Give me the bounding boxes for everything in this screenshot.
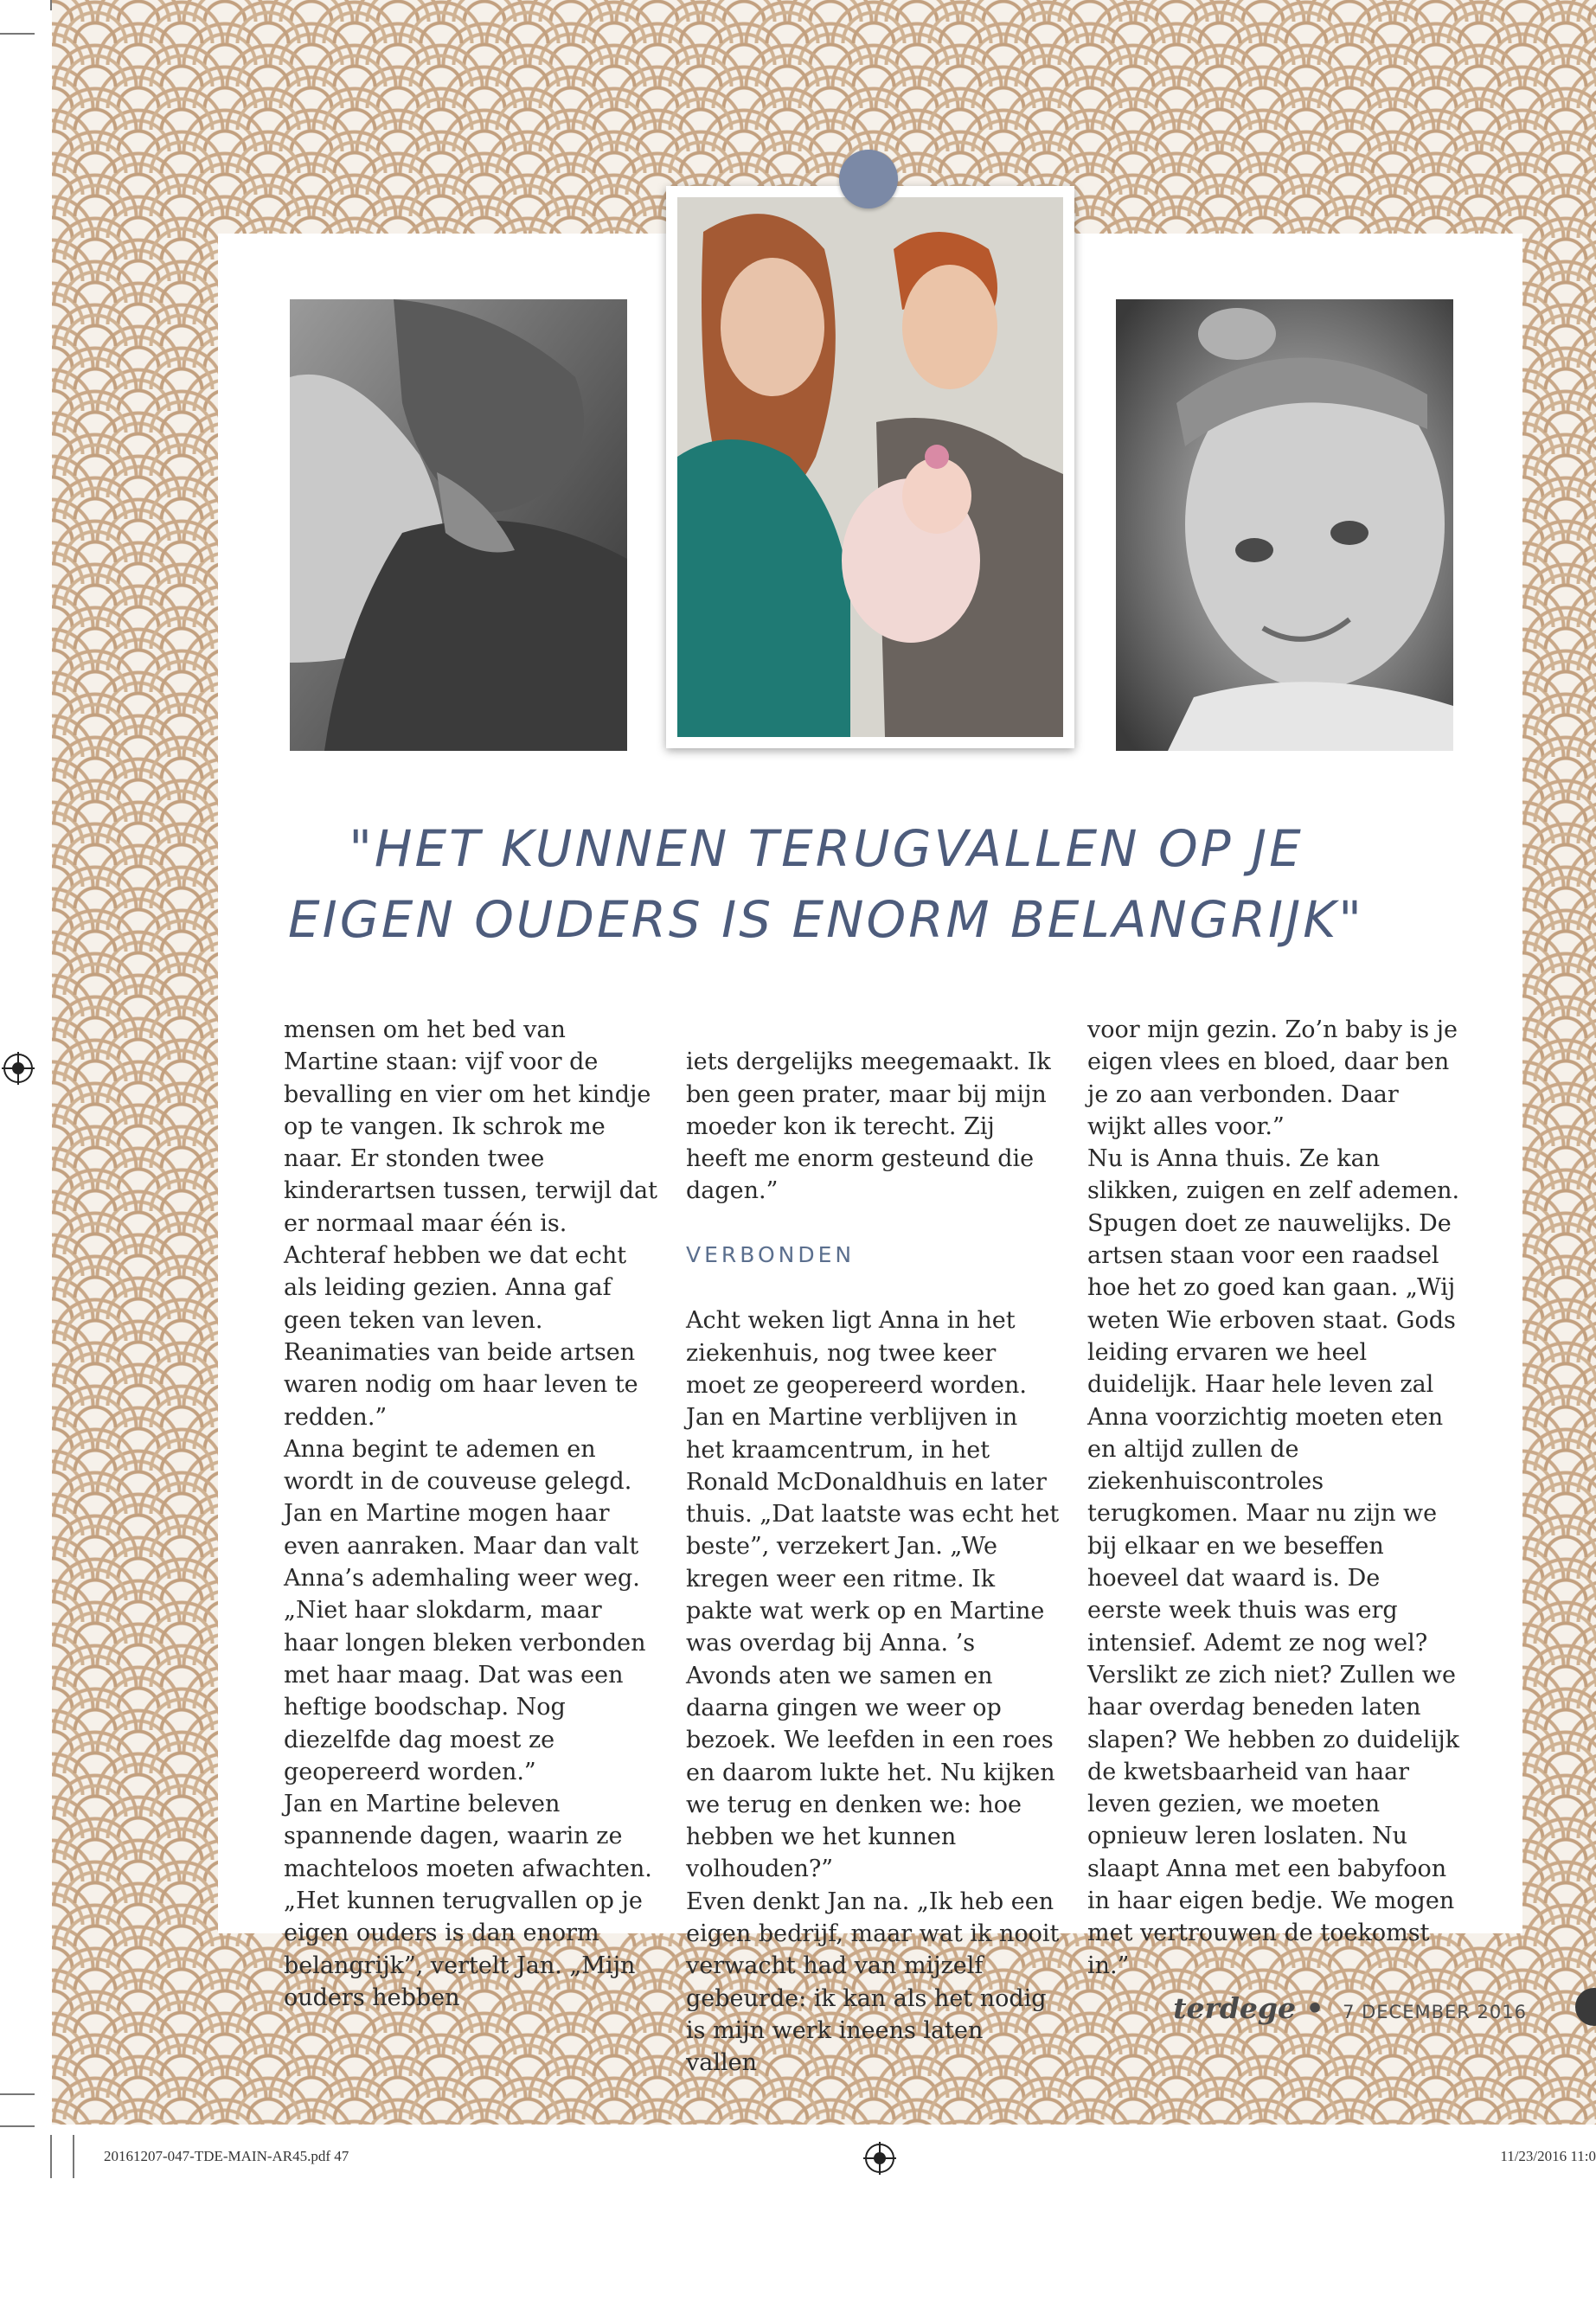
column-2-text-a: iets dergelijks meegemaakt. Ik ben geen prater, maar bij mijn moeder kon ik terecht. Zij heeft me enorm gesteund die dagen.” (686, 1048, 1051, 1205)
crop-mark (73, 2135, 74, 2178)
crop-mark (0, 33, 35, 35)
pushpin-icon (839, 150, 898, 208)
article-column-2 (686, 1014, 1060, 2080)
crop-mark (0, 2093, 35, 2095)
registration-mark-icon (865, 2144, 894, 2173)
photo-center (677, 197, 1063, 737)
crop-mark (50, 2135, 52, 2178)
print-slug: 20161207-047-TDE-MAIN-AR45.pdf 47 (104, 2148, 349, 2164)
pull-quote-headline (285, 813, 1367, 955)
footer-separator: • (1305, 1991, 1324, 2025)
magazine-footer (1173, 1991, 1527, 2025)
crop-mark (0, 2125, 35, 2127)
registration-mark-icon (3, 1054, 33, 1083)
section-subhead: VERBONDEN (686, 1241, 856, 1267)
crop-mark (50, 0, 52, 10)
brand-logo: terdege (1173, 1991, 1296, 2025)
photo-right (1116, 299, 1453, 751)
issue-date: 7 DECEMBER 2016 (1343, 2002, 1527, 2022)
print-timestamp: 11/23/2016 11:0 (1500, 2148, 1596, 2164)
headline-line-1: "HET KUNNEN TERUGVALLEN OP JE (349, 819, 1304, 878)
article-column-3: voor mijn gezin. Zo’n baby is je eigen vlees en bloed, daar ben je zo aan verbonden. Daar wijkt alles voor.” Nu is Anna thuis. Ze kan slikken, zuigen en zelf ademen. Spugen doet ze nauwelijks. De artsen staan voor een raadsel hoe het zo goed kan gaan. „Wij weten Wie erboven staat. Gods leiding ervaren we heel duidelijk. Haar hele leven zal Anna voorzichtig moeten eten en altijd zullen de ziekenhuiscontroles terugkomen. Maar nu zijn we bij elkaar en we beseffen hoeveel dat waard is. De eerste week thuis was erg intensief. Ademt ze nog wel? Verslikt ze zich niet? Zullen we haar overdag beneden laten slapen? We hebben zo duidelijk de kwetsbaarheid van haar leven gezien, we moeten opnieuw leren loslaten. Nu slaapt Anna met een babyfoon in haar eigen bedje. We mogen met vertrouwen de toekomst in.” (1087, 1016, 1460, 1979)
headline-line-2: EIGEN OUDERS IS ENORM BELANGRIJK" (288, 890, 1364, 949)
article-column-1: mensen om het bed van Martine staan: vijf voor de bevalling en vier om het kindje op te vangen. Ik schrok me naar. Er stonden twee kinderartsen tussen, terwijl dat er normaal maar één is. Achteraf hebben we dat echt als leiding gezien. Anna gaf geen teken van leven. Reanimaties van beide artsen waren nodig om haar leven te redden.” Anna begint te ademen en wordt in de couveuse gelegd. Jan en Martine mogen haar even aanraken. Maar dan valt Anna’s ademhaling weer weg. „Niet haar slokdarm, maar haar longen bleken verbonden met haar maag. Dat was een heftige boodschap. Nog diezelfde dag moest ze geopereerd worden.” Jan en Martine beleven spannende dagen, waarin ze machteloos moeten afwachten. „Het kunnen terugvallen op je eigen ouders is dan enorm belangrijk”, vertelt Jan. „Mijn ouders hebben (284, 1016, 657, 2011)
photo-left (290, 299, 627, 751)
column-2-text-b: Acht weken ligt Anna in het ziekenhuis, nog twee keer moet ze geopereerd worden. Jan en Martine verblijven in het kraamcentrum, in het Ronald McDonaldhuis en later thuis. „Dat laatste was echt het beste”, verzekert Jan. „We kregen weer een ritme. Ik pakte wat werk op en Martine was overdag bij Anna. ’s Avonds aten we samen en daarna gingen we weer op bezoek. We leefden in een roes en daarom lukte het. Nu kijken we terug en denken we: hoe hebben we het kunnen volhouden?” Even denkt Jan na. „Ik heb een eigen bedrijf, maar wat ik nooit verwacht had van mijzelf gebeurde: ik kan als het nodig is mijn werk ineens laten vallen (686, 1307, 1060, 2077)
